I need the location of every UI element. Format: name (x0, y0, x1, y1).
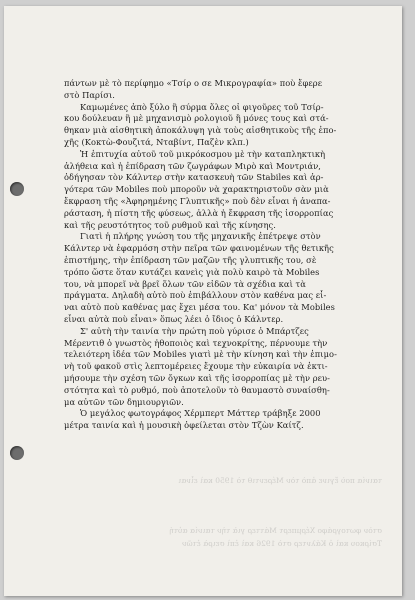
text-line: κου δούλευαν ἢ μὲ μηχανισμὸ ρολογιοῦ ἢ μόνες τους καὶ στά- (64, 113, 329, 124)
text-line: Γιατὶ ἡ πλήρης γνώση του τῆς μηχανικῆς ἐπέτρεψε στὸν (80, 231, 321, 242)
text-line: του, νὰ μπορεῖ νὰ βρεῖ ὅλων τῶν εἰδῶν τὰ σχέδια καὶ τὰ (64, 278, 306, 289)
paragraph (64, 78, 364, 102)
paragraph (64, 231, 364, 325)
text-line: εἶναι αὐτὰ ποὺ εἶναι» ὅπως λέει ὁ ἴδιος ὁ Κάλντερ. (64, 313, 284, 324)
text-line: μα αὐτῶν τῶν δημιουργιῶν. (64, 396, 184, 407)
text-line: Κάλντερ νὰ ἐφαρμόση στὴν πεῖρα τῶν φαινομένων τῆς θετικῆς (64, 243, 334, 254)
article-body (64, 78, 364, 432)
text-line: Μέρεντιθ ὁ γνωστὸς ἠθοποιὸς καὶ τεχνοκρίτης, πέρνουμε τὴν (64, 337, 328, 348)
text-line: ράσταση, ἡ πίστη τῆς φύσεως, ἀλλὰ ἡ ἔκφραση τῆς ἰσορροπίας (64, 207, 334, 218)
paragraph (64, 408, 364, 432)
text-line: θηκαν μιὰ αἰσθητικὴ ἀποκάλυψη γιὰ τοὺς αἰσθητικοὺς τῆς ἐπο- (64, 125, 337, 136)
text-line: μέτρα ταινία καὶ ἡ μουσικὴ ὀφείλεται στὸν Τζὼν Καίτζ. (64, 420, 304, 431)
paragraph (64, 149, 364, 232)
text-line: γότερα τῶν Mobiles ποὺ μποροῦν νὰ χαρακτηριστοῦν σὰν μιὰ (64, 184, 329, 195)
text-line: στὸ Παρίσι. (64, 89, 115, 100)
text-line: Ὁ μεγάλος φωτογράφος Χέρμπερτ Μάττερ τράβηξε 2000 (80, 408, 321, 419)
text-line: μήσουμε τὴν σχέση τῶν ὄγκων καὶ τῆς ἰσορροπίας μὲ τὴν ρευ- (64, 372, 330, 383)
text-line: χῆς (Κοκτὼ-Φουζιτά, Νταβίντ, Παζὲν κλπ.) (64, 136, 249, 147)
document-page (4, 6, 402, 596)
text-line: στότητα καὶ τὸ ρυθμό, ποὺ ἀποτελοῦν τὸ θαυμαστὸ συναίσθη- (64, 384, 330, 395)
text-line: καὶ τῆς ρευστότητος τοῦ ρυθμοῦ καὶ τῆς κίνησης. (64, 219, 276, 230)
binder-hole-top (10, 182, 24, 196)
text-line: Καμωμένες ἀπὸ ξύλο ἢ σύρμα ὅλες οἱ φιγοῦρες τοῦ Τσίρ- (80, 101, 324, 112)
text-line: πάντων μὲ τὸ περίφημο «Τσίρ ο σε Μικρογραφία» ποὺ ἔφερε (64, 78, 323, 88)
text-line: ὁδήγησαν τὸν Κάλντερ στὴν κατασκευὴ τῶν Stabiles καὶ ἀρ- (64, 172, 324, 183)
text-line: ἔκφραση τῆς «Ἀφηρημένης Γλυπτικῆς» ποὺ δὲν εἶναι ἡ ἀναπα- (64, 195, 331, 206)
text-line: νὴ τοῦ φακοῦ στὶς λεπτομέρειες ἔχουμε τὴν εὐκαιρία νὰ ἐκτι- (64, 361, 328, 372)
text-line: Σ' αὐτὴ τὴν ταινία τὴν πρώτη ποὺ γύρισε ὁ Μπάρτζες (80, 325, 309, 336)
paragraph (64, 102, 364, 149)
show-through-line: στὸν φωτογράφο Χέρμπερτ Μάττερ γιὰ τὴν ταινία αὐτή (169, 526, 382, 535)
text-line: πράγματα. Δηλαδὴ αὐτὸ ποὺ ἐπιβάλλουν στὸν καθένα μας εἶ- (64, 290, 327, 301)
show-through-line: Τσίρκου καὶ ὁ Κάλντερ στὸ 1926 καὶ ἐπὶ σειρὰ ἐτῶν (181, 539, 382, 548)
text-line: ἐπιστήμης, τὴν ἐπίδραση τῶν μαζῶν τῆς γλυπτικῆς του, σὲ (64, 254, 317, 265)
text-line: ναι αὐτὸ ποὺ καθένας μας ἔχει μέσα του. Κα' μόνον τὰ Mobiles (64, 302, 335, 313)
text-line: ἀλήθεια καὶ ἡ ἐπίδραση τῶν ζωγράφων Μιρὸ καὶ Μοντριάν, (64, 160, 321, 171)
text-line: Ἡ ἐπιτυχία αὐτοῦ τοῦ μικρόκοσμου μὲ τὴν καταπληκτικὴ (80, 148, 326, 159)
text-line: τρόπο ὥστε ὅταν κυτάζει κανεὶς γιὰ πολὺ καιρὸ τὰ Mobiles (64, 266, 320, 277)
text-line: τελειότερη ἰδέα τῶν Mobiles γιατὶ μὲ τὴν κίνηση καὶ τὴν ἐπιμο- (64, 349, 337, 360)
binder-hole-bottom (10, 446, 24, 460)
paragraph (64, 326, 364, 409)
show-through-line: ταινία ποὺ ἔγινε ἀπὸ τὸν Μέρεντιθ τὸ 1950 καὶ εἶναι (178, 476, 382, 485)
